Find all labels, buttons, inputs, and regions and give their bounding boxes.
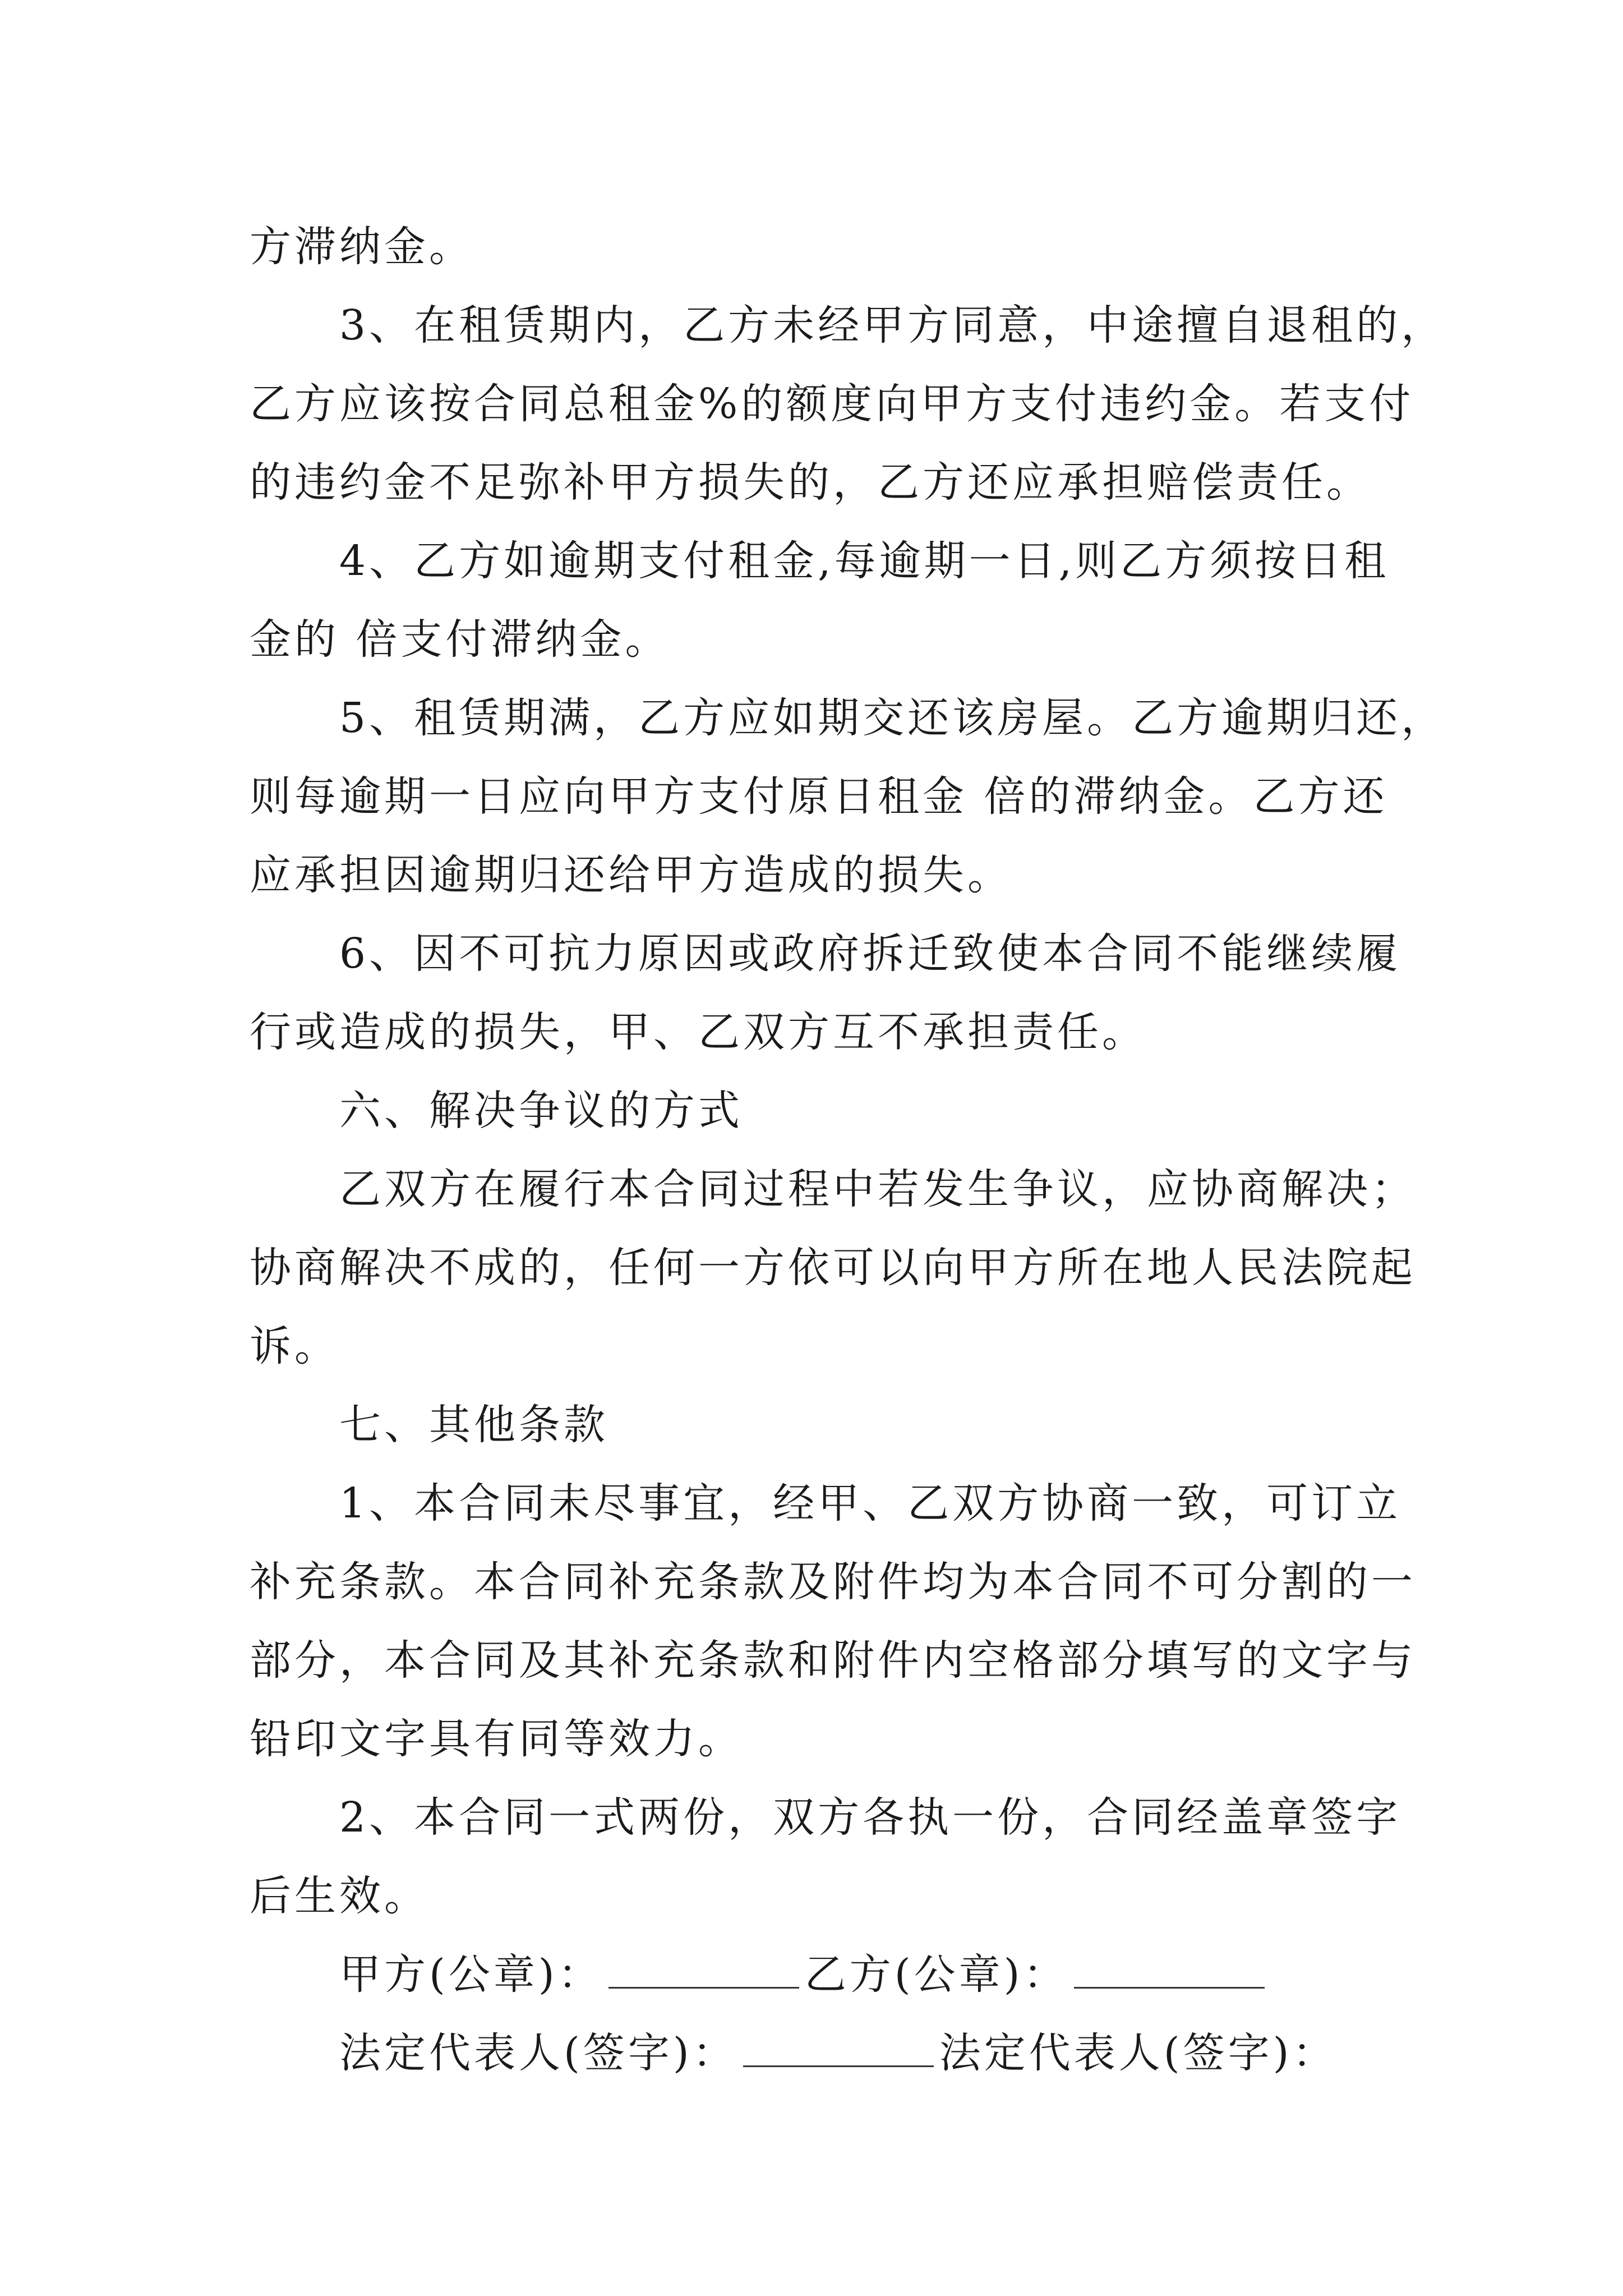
document-page [250,208,1446,2092]
party-b-seal-label: 乙方(公章)： [804,1950,1068,1999]
party-a-seal-label: 甲方(公章)： [339,1950,603,1999]
text-line: 补充条款。本合同补充条款及附件均为本合同不可分割的一 [250,1558,1416,1606]
section-heading: 六、解决争议的方式 [339,1087,743,1135]
text-line: 后生效。 [250,1872,429,1920]
party-b-seal-blank [1074,1953,1265,1989]
text-line: 的违约金不足弥补甲方损失的，乙方还应承担赔偿责任。 [250,458,1371,507]
party-a-seal-blank [608,1953,799,1989]
text-line: 乙双方在履行本合同过程中若发生争议，应协商解决； [339,1165,1416,1213]
text-line: 应承担因逾期归还给甲方造成的损失。 [250,851,1012,899]
text-line: 4、乙方如逾期支付租金,每逾期一日,则乙方须按日租 [339,537,1390,585]
text-line: 金的 倍支付滞纳金。 [250,615,670,664]
signature-row-seal [250,1935,1405,2014]
text-line: 乙方应该按合同总租金%的额度向甲方支付违约金。若支付 [250,380,1414,428]
text-line: 部分，本合同及其补充条款和附件内空格部分填写的文字与 [250,1636,1416,1685]
text-line: 则每逾期一日应向甲方支付原日租金 倍的滞纳金。乙方还 [250,772,1388,821]
text-line: 2、本合同一式两份，双方各执一份，合同经盖章签字 [339,1793,1401,1842]
text-line: 1、本合同未尽事宜，经甲、乙双方协商一致，可订立 [339,1479,1401,1527]
text-line: 6、因不可抗力原因或政府拆迁致使本合同不能继续履 [339,930,1401,978]
section-heading: 七、其他条款 [339,1401,608,1449]
party-a-representative-label: 法定代表人(签字)： [339,2029,737,2077]
text-line: 铅印文字具有同等效力。 [250,1715,743,1763]
text-line: 诉。 [250,1322,339,1370]
text-line: 3、在租赁期内，乙方未经甲方同意，中途擅自退租的， [339,301,1446,349]
party-a-representative-blank [743,2032,934,2067]
text-line: 方滞纳金。 [250,223,474,271]
text-line: 协商解决不成的，任何一方依可以向甲方所在地人民法院起 [250,1244,1416,1292]
party-b-representative-label: 法定代表人(签字)： [939,2029,1338,2077]
text-line: 5、租赁期满，乙方应如期交还该房屋。乙方逾期归还， [339,694,1446,742]
text-line: 行或造成的损失，甲、乙双方互不承担责任。 [250,1008,1147,1056]
signature-row-representative [250,2014,1405,2092]
